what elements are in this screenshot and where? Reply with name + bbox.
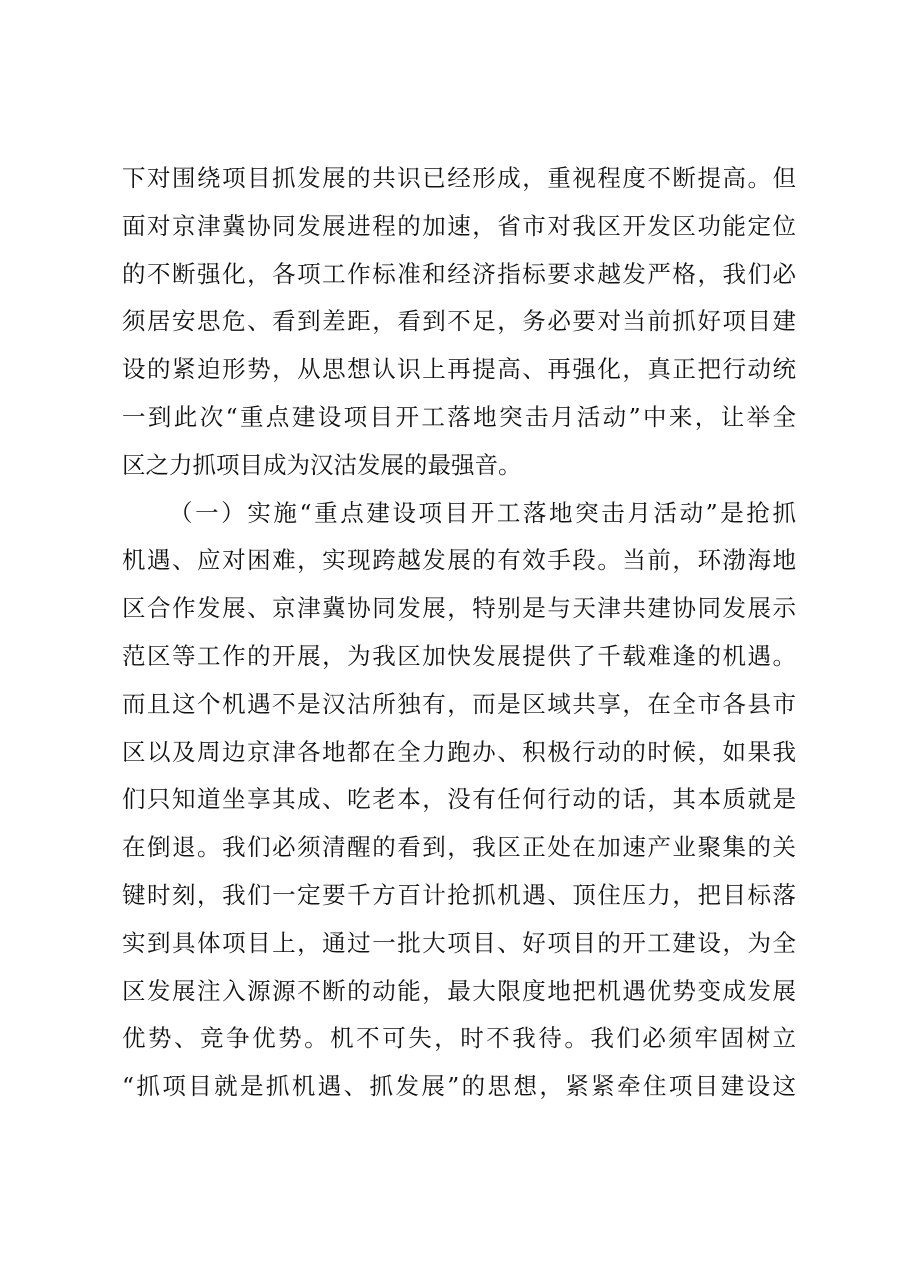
text-line: 们只知道坐享其成、吃老本，没有任何行动的话，其本质就是 (122, 785, 796, 814)
text-line: 范区等工作的开展，为我区加快发展提供了千载难逢的机遇。 (122, 641, 796, 670)
text-line: 在倒退。我们必须清醒的看到，我区正处在加速产业聚集的关 (122, 833, 796, 862)
text-line: 键时刻，我们一定要千方百计抢抓机遇、顶住压力，把目标落 (122, 880, 796, 909)
paragraph-2 (122, 490, 796, 1159)
text-line: 机遇、应对困难，实现跨越发展的有效手段。当前，环渤海地 (122, 546, 796, 575)
text-line (122, 1111, 796, 1159)
text-line: 而且这个机遇不是汉沽所独有，而是区域共享，在全市各县市 (122, 689, 796, 718)
text-line: “抓项目就是抓机遇、抓发展”的思想，紧紧牵住项目建设这 (122, 1072, 796, 1101)
text-line: 区之力抓项目成为汉沽发展的最强音。 (122, 450, 522, 479)
text-line: 区发展注入源源不断的动能，最大限度地把机遇优势变成发展 (122, 976, 796, 1005)
text-line: 须居安思危、看到差距，看到不足，务必要对当前抓好项目建 (122, 307, 796, 336)
text-line: （一）实施“重点建设项目开工落地突击月活动”是抢抓 (169, 498, 796, 527)
text-line: 实到具体项目上，通过一批大项目、好项目的开工建设，为全 (122, 928, 796, 957)
text-line: 设的紧迫形势，从思想认识上再提高、再强化，真正把行动统 (122, 355, 796, 384)
paragraph-1 (122, 155, 796, 490)
document-body (122, 155, 796, 1159)
text-line: 区以及周边京津各地都在全力跑办、积极行动的时候，如果我 (122, 737, 796, 766)
text-line: 区合作发展、京津冀协同发展，特别是与天津共建协同发展示 (122, 594, 796, 623)
text-line: 的不断强化，各项工作标准和经济指标要求越发严格，我们必 (122, 259, 796, 288)
text-line: 优势、竞争优势。机不可失，时不我待。我们必须牢固树立 (122, 1024, 796, 1053)
text-line: 下对围绕项目抓发展的共识已经形成，重视程度不断提高。但 (122, 164, 796, 192)
text-line: 一到此次“重点建设项目开工落地突击月活动”中来，让举全 (122, 402, 796, 431)
text-line: 面对京津冀协同发展进程的加速，省市对我区开发区功能定位 (122, 211, 796, 240)
